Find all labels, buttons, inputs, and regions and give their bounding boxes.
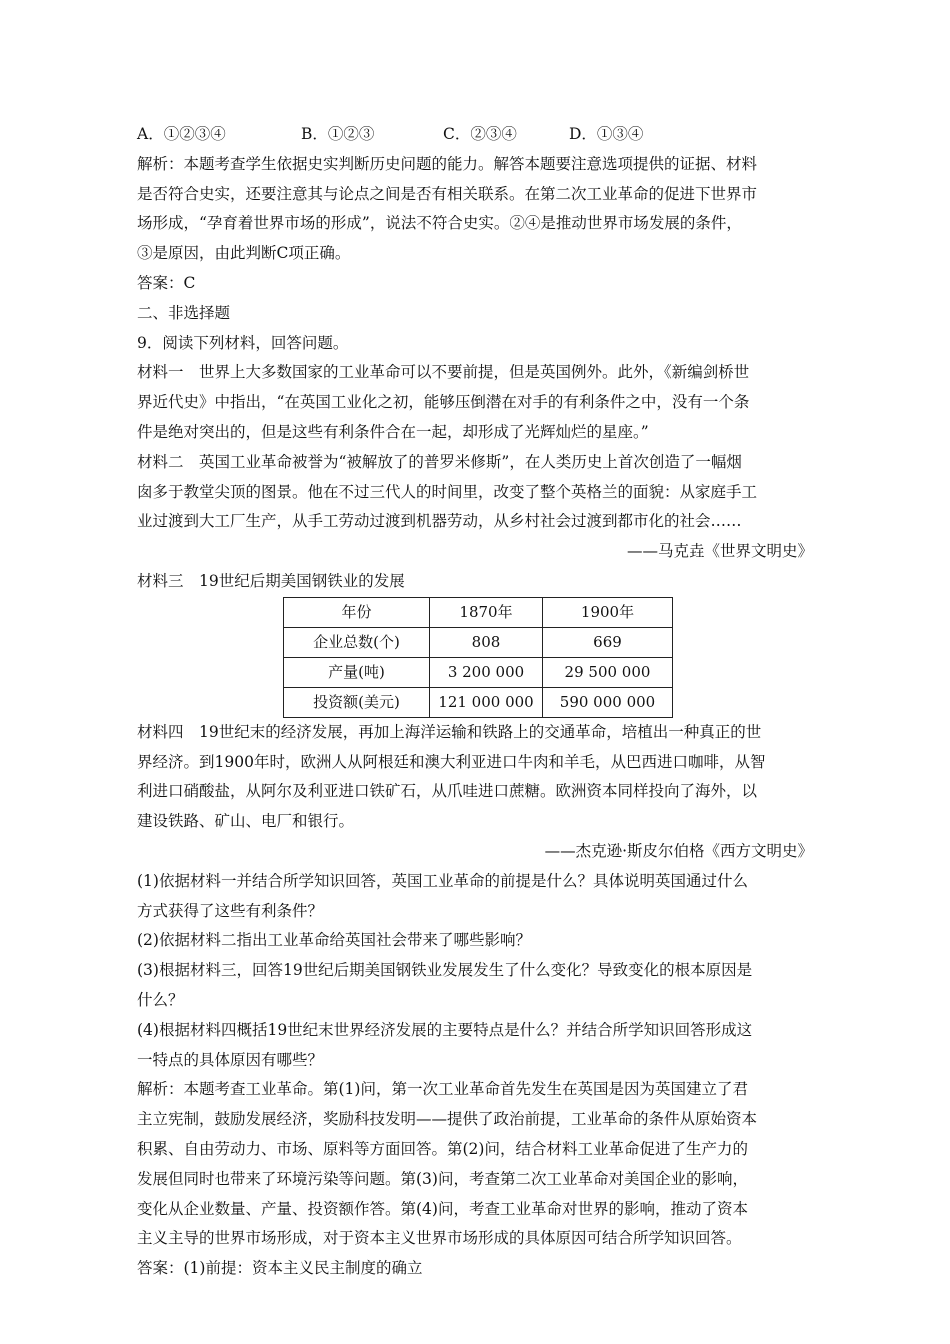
question-line: 一特点的具体原因有哪些？ [137,1050,324,1069]
text-line: 发展但同时也带来了环境污染等问题。第(3)问，考查第二次工业革命对美国企业的影响， [137,1169,748,1188]
table-header-row [284,597,673,627]
question-line: (4)根据材料四概括19世纪末世界经济发展的主要特点是什么？并结合所学知识回答形成这 [137,1020,753,1039]
text-line: 界经济。到1900年时，欧洲人从阿根廷和澳大利亚进口牛肉和羊毛，从巴西进口咖啡，从智 [137,752,766,771]
text-line: 主立宪制，鼓励发展经济，奖励科技发明——提供了政治前提，工业革命的条件从原始资本 [137,1110,758,1129]
material-1 [137,358,813,447]
text-line: 主义主导的世界市场形成，对于资本主义世界市场形成的具体原因可结合所学知识回答。 [137,1229,742,1248]
table-cell: 产量(吨) [284,657,430,687]
table-cell: 投资额(美元) [284,687,430,717]
question-line: 方式获得了这些有利条件？ [137,901,324,920]
material-3-title: 材料三 19世纪后期美国钢铁业的发展 [137,571,405,590]
steel-table-container [137,597,813,718]
answer-2: 答案：(1)前提：资本主义民主制度的确立 [137,1259,423,1278]
material-4 [137,718,813,867]
question-line: 什么？ [137,990,184,1009]
table-cell: 590 000 000 [543,687,673,717]
text-line: 囱多于教堂尖顶的图景。他在不过三代人的时间里，改变了整个英格兰的面貌：从家庭手工 [137,482,758,501]
text-line: 解析：本题考查学生依据史实判断历史问题的能力。解答本题要注意选项提供的证据、材料 [137,154,758,173]
option-d: D．①③④ [569,125,644,143]
table-cell: 669 [543,627,673,657]
text-line: 场形成，“孕育着世界市场的形成”，说法不符合史实。②④是推动世界市场发展的条件， [137,214,742,233]
option-b: B．①②③ [301,125,375,143]
text-line: 材料四 19世纪末的经济发展，再加上海洋运输和铁路上的交通革命，培植出一种真正的世 [137,722,762,741]
text-line: 建设铁路、矿山、电厂和银行。 [137,812,355,831]
text-line: 利进口硝酸盐，从阿尔及利亚进口铁矿石，从爪哇进口蔗糖。欧洲资本同样投向了海外，以 [137,782,758,801]
text-line: 材料一 世界上大多数国家的工业革命可以不要前提，但是英国例外。此外，《新编剑桥世 [137,363,750,382]
option-a: A．①②③④ [137,125,226,143]
text-line: 业过渡到大工厂生产，从手工劳动过渡到机器劳动，从乡村社会过渡到都市化的社会…… [137,512,742,531]
question-list [137,867,813,1076]
text-line: 材料二 英国工业革命被誉为“被解放了的普罗米修斯”，在人类历史上首次创造了一幅烟 [137,452,742,471]
steel-industry-table [283,597,673,718]
table-row [284,657,673,687]
table-header-cell: 1900年 [543,597,673,627]
question-line: (3)根据材料三，回答19世纪后期美国钢铁业发展发生了什么变化？导致变化的根本原因是 [137,961,753,980]
section-heading: 二、非选择题 [137,303,231,322]
table-cell: 808 [430,627,543,657]
text-line: 件是绝对突出的，但是这些有利条件合在一起，却形成了光辉灿烂的星座。” [137,422,649,441]
question-intro: 9．阅读下列材料，回答问题。 [137,333,349,352]
option-c: C．②③④ [443,125,517,143]
material-4-source: ——杰克逊·斯皮尔伯格《西方文明史》 [544,841,813,860]
table-cell: 3 200 000 [430,657,543,687]
analysis-paragraph-1 [137,150,813,269]
text-line: 界近代史》中指出，“在英国工业化之初，能够压倒潜在对手的有利条件之中，没有一个条 [137,393,750,412]
analysis-paragraph-2 [137,1075,813,1254]
table-cell: 企业总数(个) [284,627,430,657]
text-line: 积累、自由劳动力、市场、原料等方面回答。第(2)问，结合材料工业革命促进了生产力的 [137,1139,748,1158]
text-line: 变化从企业数量、产量、投资额作答。第(4)问，考查工业革命对世界的影响，推动了资本 [137,1199,748,1218]
material-2 [137,448,813,567]
material-2-source: ——马克垚《世界文明史》 [626,542,813,561]
text-line: 解析：本题考查工业革命。第(1)问，第一次工业革命首先发生在英国是因为英国建立了君 [137,1080,748,1099]
question-line: (2)依据材料二指出工业革命给英国社会带来了哪些影响？ [137,931,531,950]
table-cell: 121 000 000 [430,687,543,717]
table-cell: 29 500 000 [543,657,673,687]
question-line: (1)依据材料一并结合所学知识回答，英国工业革命的前提是什么？具体说明英国通过什么 [137,871,748,890]
document-content [137,120,813,1284]
table-row [284,627,673,657]
table-header-cell: 1870年 [430,597,543,627]
answer-1: 答案：C [137,273,196,292]
table-row [284,687,673,717]
table-header-cell: 年份 [284,597,430,627]
choice-options [137,120,813,150]
text-line: ③是原因，由此判断C项正确。 [137,244,351,263]
text-line: 是否符合史实，还要注意其与论点之间是否有相关联系。在第二次工业革命的促进下世界市 [137,184,758,203]
